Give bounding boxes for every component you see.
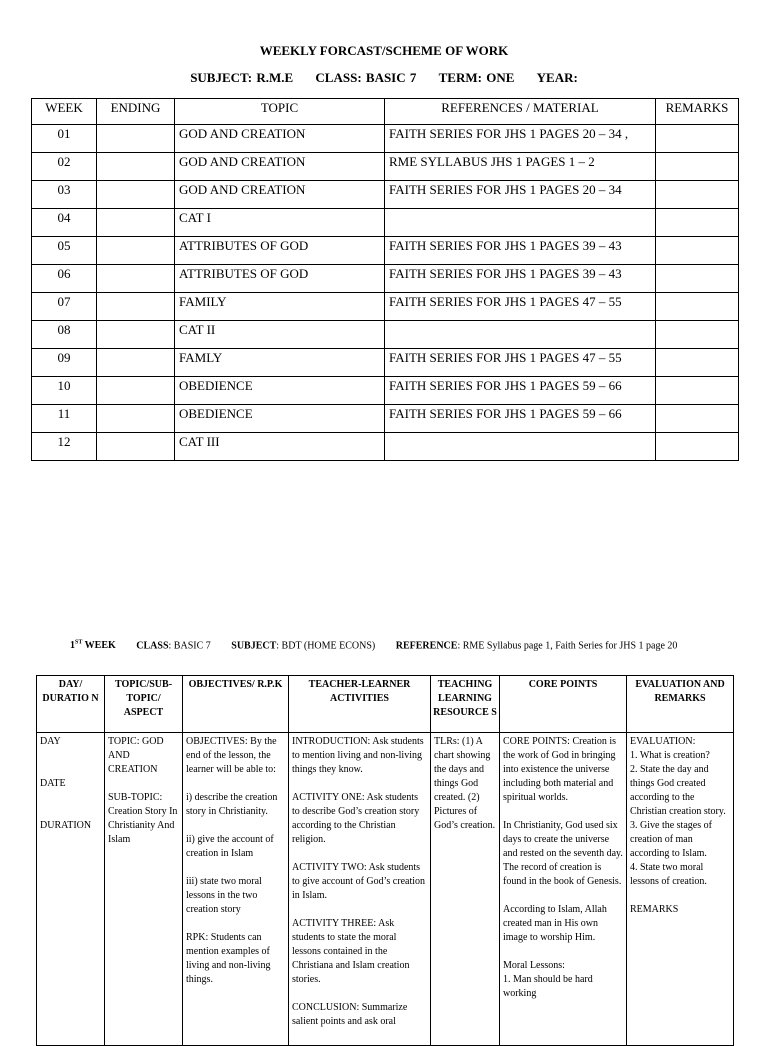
- year-label: YEAR:: [536, 70, 578, 85]
- forecast-topic-cell: GOD AND CREATION: [175, 125, 385, 153]
- col-objectives: OBJECTIVES/ R.P.K: [183, 676, 289, 733]
- forecast-remarks-cell: [656, 125, 739, 153]
- col-resources: TEACHING LEARNING RESOURCE S: [431, 676, 500, 733]
- forecast-week-cell: 10: [32, 377, 97, 405]
- forecast-reference-cell: FAITH SERIES FOR JHS 1 PAGES 20 – 34: [385, 181, 656, 209]
- activity-one: ACTIVITY ONE: Ask students to describe God’s creation story according to the Christian religion.: [292, 792, 420, 845]
- class-info-label: CLASS: [136, 640, 169, 652]
- forecast-ending-cell: [97, 349, 175, 377]
- forecast-topic-cell: FAMLY: [175, 349, 385, 377]
- forecast-week-cell: 09: [32, 349, 97, 377]
- col-evaluation: EVALUATION AND REMARKS: [627, 676, 734, 733]
- forecast-week-cell: 08: [32, 321, 97, 349]
- class-label: CLASS: BASIC 7: [315, 70, 417, 85]
- forecast-ending-cell: [97, 265, 175, 293]
- forecast-topic-cell: OBEDIENCE: [175, 377, 385, 405]
- reference-info-value: : RME Syllabus page 1, Faith Series for JHS 1 page 20: [457, 640, 678, 652]
- forecast-reference-cell: FAITH SERIES FOR JHS 1 PAGES 39 – 43: [385, 237, 656, 265]
- plan-header-row: [37, 676, 734, 733]
- forecast-row: [32, 377, 739, 405]
- activities-cell: [289, 733, 431, 1046]
- scheme-subtitle: [0, 70, 768, 86]
- moral-lesson-1: 1. Man should be hard working: [503, 974, 593, 999]
- forecast-remarks-cell: [656, 237, 739, 265]
- forecast-ending-cell: [97, 181, 175, 209]
- forecast-reference-cell: FAITH SERIES FOR JHS 1 PAGES 47 – 55: [385, 349, 656, 377]
- forecast-row: [32, 265, 739, 293]
- evaluation-q1: 1. What is creation?: [630, 750, 710, 761]
- forecast-week-cell: 05: [32, 237, 97, 265]
- subject-info-label: SUBJECT: [231, 640, 277, 652]
- forecast-reference-cell: RME SYLLABUS JHS 1 PAGES 1 – 2: [385, 153, 656, 181]
- forecast-row: [32, 153, 739, 181]
- forecast-reference-cell: FAITH SERIES FOR JHS 1 PAGES 20 – 34 ,: [385, 125, 656, 153]
- forecast-ending-cell: [97, 237, 175, 265]
- forecast-topic-cell: CAT III: [175, 433, 385, 461]
- forecast-row: [32, 433, 739, 461]
- forecast-week-cell: 03: [32, 181, 97, 209]
- plan-row: [37, 733, 734, 1046]
- forecast-reference-cell: FAITH SERIES FOR JHS 1 PAGES 39 – 43: [385, 265, 656, 293]
- forecast-ending-cell: [97, 125, 175, 153]
- activity-conclusion: CONCLUSION: Summarize salient points and ask oral: [292, 1002, 408, 1027]
- moral-lessons-heading: Moral Lessons:: [503, 960, 565, 971]
- objective-3: iii) state two moral lessons in the two creation story: [186, 876, 262, 915]
- col-day-duration: DAY/ DURATIO N: [37, 676, 105, 733]
- forecast-remarks-cell: [656, 349, 739, 377]
- forecast-table: [31, 98, 739, 461]
- forecast-week-cell: 02: [32, 153, 97, 181]
- class-info-value: : BASIC 7: [168, 640, 211, 652]
- forecast-remarks-cell: [656, 153, 739, 181]
- lesson-info-line: [70, 636, 710, 653]
- day-label: DAY: [40, 736, 61, 747]
- forecast-reference-cell: [385, 209, 656, 237]
- week-label: 1ST WEEK: [70, 640, 116, 652]
- topic-text: TOPIC: GOD AND CREATION: [108, 736, 164, 775]
- forecast-ending-cell: [97, 209, 175, 237]
- col-core-points: CORE POINTS: [500, 676, 627, 733]
- remarks-label: REMARKS: [630, 904, 679, 915]
- forecast-ending-cell: [97, 321, 175, 349]
- resources-cell: [431, 733, 500, 1046]
- forecast-reference-cell: [385, 433, 656, 461]
- reference-info-label: REFERENCE: [395, 640, 458, 652]
- forecast-week-cell: 01: [32, 125, 97, 153]
- date-label: DATE: [40, 778, 66, 789]
- col-topic-subtopic: TOPIC/SUB-TOPIC/ ASPECT: [105, 676, 183, 733]
- col-remarks: REMARKS: [656, 99, 739, 125]
- objectives-cell: [183, 733, 289, 1046]
- forecast-ending-cell: [97, 377, 175, 405]
- duration-label: DURATION: [40, 820, 92, 831]
- activity-three: ACTIVITY THREE: Ask students to state the moral lessons contained in the Christiana and Islam creation stories.: [292, 918, 410, 985]
- term-label: TERM: ONE: [438, 70, 515, 85]
- core-point-2: In Christianity, God used six days to create the universe and rested on the seventh day. The record of creation is found in the book of Genesis.: [503, 820, 623, 887]
- forecast-week-cell: 06: [32, 265, 97, 293]
- evaluation-q2: 2. State the day and things God created according to the Christian creation story.: [630, 764, 726, 817]
- forecast-row: [32, 125, 739, 153]
- col-activities: TEACHER-LEARNER ACTIVITIES: [289, 676, 431, 733]
- subtopic-text: SUB-TOPIC: Creation Story In Christianity And Islam: [108, 792, 178, 845]
- forecast-row: [32, 293, 739, 321]
- core-point-1: CORE POINTS: Creation is the work of God in bringing into existence the universe including both material and spiritual worlds.: [503, 736, 617, 803]
- evaluation-q3: 3. Give the stages of creation of man according to Islam.: [630, 820, 712, 859]
- forecast-row: [32, 181, 739, 209]
- activity-two: ACTIVITY TWO: Ask students to give account of God’s creation in Islam.: [292, 862, 426, 901]
- forecast-week-cell: 07: [32, 293, 97, 321]
- rpk-text: RPK: Students can mention examples of living and non-living things.: [186, 932, 271, 985]
- forecast-topic-cell: GOD AND CREATION: [175, 181, 385, 209]
- day-cell: [37, 733, 105, 1046]
- forecast-row: [32, 349, 739, 377]
- forecast-reference-cell: FAITH SERIES FOR JHS 1 PAGES 59 – 66: [385, 377, 656, 405]
- forecast-remarks-cell: [656, 321, 739, 349]
- topic-cell: [105, 733, 183, 1046]
- activity-introduction: INTRODUCTION: Ask students to mention living and non-living things they know.: [292, 736, 424, 775]
- evaluation-q4: 4. State two moral lessons of creation.: [630, 862, 707, 887]
- col-topic: TOPIC: [175, 99, 385, 125]
- forecast-topic-cell: OBEDIENCE: [175, 405, 385, 433]
- objective-1: i) describe the creation story in Christianity.: [186, 792, 278, 817]
- forecast-remarks-cell: [656, 433, 739, 461]
- forecast-row: [32, 405, 739, 433]
- resources-text: TLRs: (1) A chart showing the days and things God created. (2) Pictures of God’s creation.: [434, 736, 496, 831]
- forecast-remarks-cell: [656, 265, 739, 293]
- forecast-remarks-cell: [656, 181, 739, 209]
- forecast-reference-cell: FAITH SERIES FOR JHS 1 PAGES 59 – 66: [385, 405, 656, 433]
- col-ending: ENDING: [97, 99, 175, 125]
- forecast-ending-cell: [97, 153, 175, 181]
- forecast-week-cell: 04: [32, 209, 97, 237]
- scheme-title: WEEKLY FORCAST/SCHEME OF WORK: [259, 43, 509, 58]
- forecast-ending-cell: [97, 293, 175, 321]
- forecast-remarks-cell: [656, 293, 739, 321]
- forecast-ending-cell: [97, 433, 175, 461]
- forecast-topic-cell: FAMILY: [175, 293, 385, 321]
- core-point-3: According to Islam, Allah created man in His own image to worship Him.: [503, 904, 607, 943]
- core-points-cell: [500, 733, 627, 1046]
- objectives-intro: OBJECTIVES: By the end of the lesson, the learner will be able to:: [186, 736, 277, 775]
- forecast-week-cell: 12: [32, 433, 97, 461]
- forecast-topic-cell: ATTRIBUTES OF GOD: [175, 265, 385, 293]
- forecast-ending-cell: [97, 405, 175, 433]
- lesson-plan-table: [36, 675, 734, 1046]
- objective-2: ii) give the account of creation in Islam: [186, 834, 274, 859]
- forecast-row: [32, 209, 739, 237]
- forecast-reference-cell: FAITH SERIES FOR JHS 1 PAGES 47 – 55: [385, 293, 656, 321]
- forecast-remarks-cell: [656, 209, 739, 237]
- forecast-topic-cell: CAT II: [175, 321, 385, 349]
- forecast-row: [32, 237, 739, 265]
- forecast-header-row: [32, 99, 739, 125]
- forecast-remarks-cell: [656, 405, 739, 433]
- col-references: REFERENCES / MATERIAL: [385, 99, 656, 125]
- forecast-reference-cell: [385, 321, 656, 349]
- forecast-topic-cell: ATTRIBUTES OF GOD: [175, 237, 385, 265]
- evaluation-heading: EVALUATION:: [630, 736, 696, 747]
- forecast-week-cell: 11: [32, 405, 97, 433]
- forecast-topic-cell: CAT I: [175, 209, 385, 237]
- subject-info-value: : BDT (HOME ECONS): [276, 640, 376, 652]
- forecast-topic-cell: GOD AND CREATION: [175, 153, 385, 181]
- col-week: WEEK: [32, 99, 97, 125]
- forecast-remarks-cell: [656, 377, 739, 405]
- forecast-row: [32, 321, 739, 349]
- subject-label: SUBJECT: R.M.E: [190, 70, 294, 85]
- evaluation-cell: [627, 733, 734, 1046]
